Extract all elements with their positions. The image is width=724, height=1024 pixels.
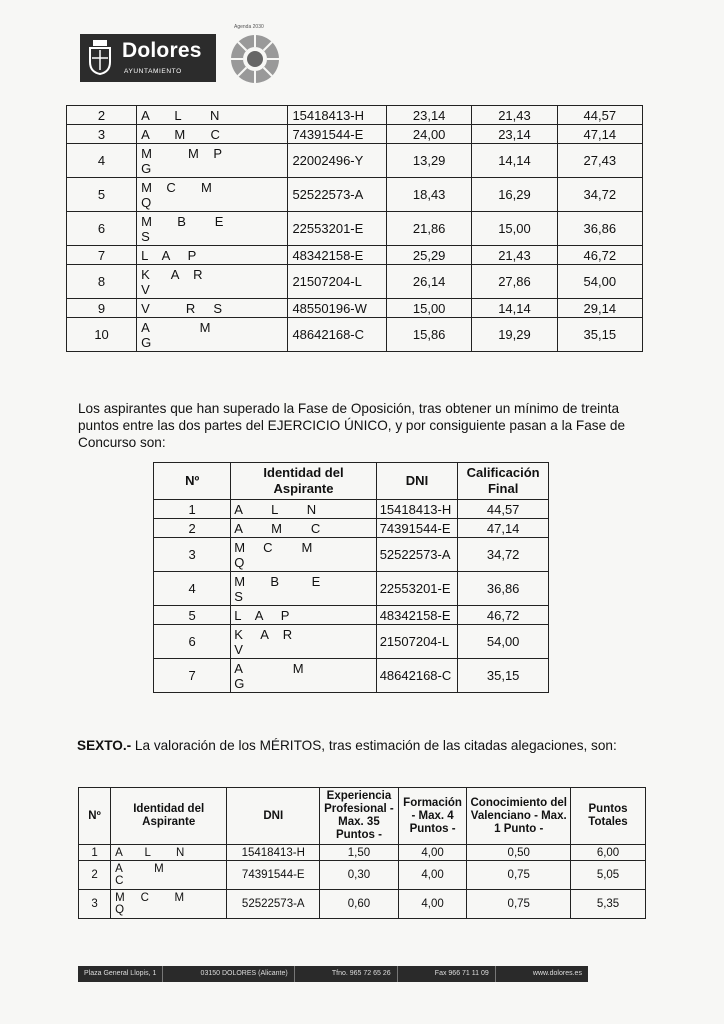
score-part-1: 21,86 bbox=[386, 212, 471, 246]
col-header-training: Formación - Max. 4 Puntos - bbox=[398, 788, 467, 845]
candidate-name bbox=[111, 890, 227, 919]
candidate-name-line2: Q bbox=[234, 554, 245, 570]
candidate-name bbox=[231, 538, 376, 572]
row-number: 10 bbox=[67, 318, 137, 352]
intro-paragraph: Los aspirantes que han superado la Fase de Oposición, tras obtener un mínimo de treinta puntos entre las dos partes del EJERCICIO ÚNICO, y por consiguiente pasan a la Fase de Concurso son: bbox=[78, 401, 626, 450]
training-score: 4,00 bbox=[398, 861, 467, 890]
candidate-name-line1: A L N bbox=[141, 107, 220, 123]
candidate-name bbox=[231, 572, 376, 606]
experience-score: 0,30 bbox=[320, 861, 398, 890]
candidate-name-line2: C bbox=[115, 875, 124, 887]
row-number: 5 bbox=[67, 178, 137, 212]
score-part-2: 16,29 bbox=[472, 178, 557, 212]
score-total: 46,72 bbox=[557, 246, 642, 265]
score-part-2: 14,14 bbox=[472, 299, 557, 318]
score-part-2: 21,43 bbox=[472, 246, 557, 265]
row-number: 3 bbox=[67, 125, 137, 144]
passed-candidates-table bbox=[153, 462, 549, 693]
candidate-name-line1: K A R bbox=[234, 626, 293, 642]
row-number: 7 bbox=[154, 659, 231, 693]
crest-icon bbox=[86, 38, 114, 76]
candidate-name-line1: A M C bbox=[141, 126, 220, 142]
row-number: 5 bbox=[154, 606, 231, 625]
final-score: 44,57 bbox=[458, 500, 549, 519]
score-part-1: 15,86 bbox=[386, 318, 471, 352]
candidate-name bbox=[137, 318, 288, 352]
candidate-name-line1: M C M bbox=[234, 539, 313, 555]
valenciano-score: 0,75 bbox=[467, 890, 571, 919]
score-total: 54,00 bbox=[557, 265, 642, 299]
col-header-experience: Experiencia Profesional - Max. 35 Puntos - bbox=[320, 788, 398, 845]
logo-subtitle: AYUNTAMIENTO bbox=[124, 68, 182, 75]
row-number: 9 bbox=[67, 299, 137, 318]
table-row bbox=[154, 538, 549, 572]
candidate-name-line1: A M bbox=[141, 319, 211, 335]
row-number: 2 bbox=[67, 106, 137, 125]
table-row bbox=[154, 519, 549, 538]
col-header-valenciano: Conocimiento del Valenciano - Max. 1 Punto - bbox=[467, 788, 571, 845]
dni-value: 15418413-H bbox=[288, 106, 387, 125]
dni-value: 74391544-E bbox=[376, 519, 458, 538]
footer-web: www.dolores.es bbox=[532, 970, 582, 977]
row-number: 3 bbox=[154, 538, 231, 572]
candidate-name-line1: A M C bbox=[234, 520, 321, 536]
col-header-identity: Identidad del Aspirante bbox=[111, 788, 227, 845]
table-row bbox=[154, 659, 549, 693]
row-number: 3 bbox=[79, 890, 111, 919]
dni-value: 22002496-Y bbox=[288, 144, 387, 178]
col-header-dni: DNI bbox=[376, 463, 458, 500]
score-total: 36,86 bbox=[557, 212, 642, 246]
score-total: 47,14 bbox=[557, 125, 642, 144]
col-header-number: Nº bbox=[79, 788, 111, 845]
col-header-number: Nº bbox=[154, 463, 231, 500]
dni-value: 74391544-E bbox=[227, 861, 320, 890]
score-total: 27,43 bbox=[557, 144, 642, 178]
score-total: 34,72 bbox=[557, 178, 642, 212]
table-row bbox=[67, 299, 643, 318]
table-row bbox=[154, 625, 549, 659]
candidate-name-line1: M B E bbox=[234, 573, 321, 589]
table-row bbox=[67, 144, 643, 178]
dni-value: 48342158-E bbox=[288, 246, 387, 265]
total-score: 6,00 bbox=[571, 845, 646, 861]
table-row bbox=[67, 106, 643, 125]
dni-value: 22553201-E bbox=[288, 212, 387, 246]
results-table bbox=[66, 105, 643, 352]
experience-score: 0,60 bbox=[320, 890, 398, 919]
candidate-name bbox=[137, 246, 288, 265]
candidate-name-line2: V bbox=[234, 641, 243, 657]
candidate-name-line1: M C M bbox=[141, 179, 212, 195]
dni-value: 74391544-E bbox=[288, 125, 387, 144]
candidate-name-line2: S bbox=[234, 588, 243, 604]
candidate-name-line1: M M P bbox=[141, 145, 222, 161]
candidate-name-line1: A L N bbox=[234, 501, 317, 517]
valenciano-score: 0,75 bbox=[467, 861, 571, 890]
dni-value: 52522573-A bbox=[288, 178, 387, 212]
candidate-name-line1: L A P bbox=[234, 607, 290, 623]
final-score: 46,72 bbox=[458, 606, 549, 625]
table-row bbox=[67, 178, 643, 212]
dni-value: 15418413-H bbox=[227, 845, 320, 861]
score-part-2: 19,29 bbox=[472, 318, 557, 352]
row-number: 2 bbox=[79, 861, 111, 890]
merits-table bbox=[78, 787, 646, 919]
footer-bar bbox=[78, 966, 588, 982]
score-total: 44,57 bbox=[557, 106, 642, 125]
row-number: 4 bbox=[67, 144, 137, 178]
table-row bbox=[67, 318, 643, 352]
candidate-name bbox=[137, 265, 288, 299]
dni-value: 48550196-W bbox=[288, 299, 387, 318]
table-row bbox=[79, 845, 646, 861]
candidate-name-line1: A M bbox=[234, 660, 304, 676]
table-row bbox=[154, 606, 549, 625]
candidate-name bbox=[137, 212, 288, 246]
col-header-final-score: Calificación Final bbox=[458, 463, 549, 500]
row-number: 1 bbox=[154, 500, 231, 519]
dni-value: 48642168-C bbox=[288, 318, 387, 352]
score-part-1: 18,43 bbox=[386, 178, 471, 212]
dni-value: 52522573-A bbox=[376, 538, 458, 572]
agenda-2030-icon bbox=[226, 28, 284, 86]
candidate-name-line1: V R S bbox=[141, 300, 223, 316]
score-part-1: 24,00 bbox=[386, 125, 471, 144]
row-number: 6 bbox=[67, 212, 137, 246]
row-number: 6 bbox=[154, 625, 231, 659]
col-header-identity: Identidad del Aspirante bbox=[231, 463, 376, 500]
row-number: 4 bbox=[154, 572, 231, 606]
col-header-dni: DNI bbox=[227, 788, 320, 845]
candidate-name-line1: K A R bbox=[141, 266, 203, 282]
score-part-2: 21,43 bbox=[472, 106, 557, 125]
table-row bbox=[67, 212, 643, 246]
ayuntamiento-logo bbox=[80, 34, 216, 82]
score-total: 35,15 bbox=[557, 318, 642, 352]
candidate-name bbox=[231, 606, 376, 625]
footer-phone: Tfno. 965 72 65 26 bbox=[326, 966, 398, 982]
candidate-name bbox=[111, 845, 227, 861]
dni-value: 22553201-E bbox=[376, 572, 458, 606]
candidate-name bbox=[231, 519, 376, 538]
score-part-1: 26,14 bbox=[386, 265, 471, 299]
candidate-name-line2: G bbox=[141, 160, 152, 176]
final-score: 34,72 bbox=[458, 538, 549, 572]
dni-value: 21507204-L bbox=[288, 265, 387, 299]
total-score: 5,05 bbox=[571, 861, 646, 890]
candidate-name-line1: M C M bbox=[115, 892, 185, 904]
row-number: 1 bbox=[79, 845, 111, 861]
score-part-1: 15,00 bbox=[386, 299, 471, 318]
logo-name: Dolores bbox=[122, 39, 202, 62]
table-row bbox=[67, 246, 643, 265]
candidate-name bbox=[137, 125, 288, 144]
table-row bbox=[154, 500, 549, 519]
total-score: 5,35 bbox=[571, 890, 646, 919]
candidate-name bbox=[231, 500, 376, 519]
footer-postal: 03150 DOLORES (Alicante) bbox=[195, 966, 295, 982]
candidate-name bbox=[137, 106, 288, 125]
valenciano-score: 0,50 bbox=[467, 845, 571, 861]
candidate-name-line1: L A P bbox=[141, 247, 197, 263]
row-number: 7 bbox=[67, 246, 137, 265]
table-row bbox=[79, 861, 646, 890]
col-header-total: Puntos Totales bbox=[571, 788, 646, 845]
candidate-name bbox=[137, 178, 288, 212]
training-score: 4,00 bbox=[398, 890, 467, 919]
dni-value: 21507204-L bbox=[376, 625, 458, 659]
candidate-name bbox=[111, 861, 227, 890]
final-score: 35,15 bbox=[458, 659, 549, 693]
score-part-1: 25,29 bbox=[386, 246, 471, 265]
table-row bbox=[67, 265, 643, 299]
score-part-1: 23,14 bbox=[386, 106, 471, 125]
table-row bbox=[79, 890, 646, 919]
candidate-name-line2: V bbox=[141, 281, 150, 297]
score-part-2: 27,86 bbox=[472, 265, 557, 299]
score-total: 29,14 bbox=[557, 299, 642, 318]
score-part-2: 23,14 bbox=[472, 125, 557, 144]
final-score: 36,86 bbox=[458, 572, 549, 606]
candidate-name-line2: S bbox=[141, 228, 150, 244]
experience-score: 1,50 bbox=[320, 845, 398, 861]
dni-value: 15418413-H bbox=[376, 500, 458, 519]
dni-value: 48342158-E bbox=[376, 606, 458, 625]
row-number: 2 bbox=[154, 519, 231, 538]
sexto-text: La valoración de los MÉRITOS, tras estimación de las citadas alegaciones, son: bbox=[131, 738, 617, 753]
table-row bbox=[67, 125, 643, 144]
candidate-name bbox=[231, 625, 376, 659]
dni-value: 52522573-A bbox=[227, 890, 320, 919]
candidate-name-line2: Q bbox=[141, 194, 152, 210]
final-score: 54,00 bbox=[458, 625, 549, 659]
score-part-1: 13,29 bbox=[386, 144, 471, 178]
sexto-heading: SEXTO.- bbox=[77, 738, 132, 753]
candidate-name-line1: A L N bbox=[115, 846, 185, 859]
footer-fax: Fax 966 71 11 09 bbox=[429, 966, 496, 982]
row-number: 8 bbox=[67, 265, 137, 299]
agenda-label: Agenda 2030 bbox=[234, 24, 264, 30]
candidate-name bbox=[137, 299, 288, 318]
dni-value: 48642168-C bbox=[376, 659, 458, 693]
candidate-name-line1: M B E bbox=[141, 213, 224, 229]
footer-address: Plaza General Llopis, 1 bbox=[78, 966, 163, 982]
candidate-name-line1: A M bbox=[115, 863, 164, 875]
sexto-paragraph bbox=[77, 737, 647, 754]
candidate-name-line2: G bbox=[141, 334, 152, 350]
final-score: 47,14 bbox=[458, 519, 549, 538]
candidate-name-line2: G bbox=[234, 675, 245, 691]
candidate-name bbox=[137, 144, 288, 178]
candidate-name-line2: Q bbox=[115, 904, 125, 916]
candidate-name bbox=[231, 659, 376, 693]
score-part-2: 14,14 bbox=[472, 144, 557, 178]
training-score: 4,00 bbox=[398, 845, 467, 861]
table-row bbox=[154, 572, 549, 606]
score-part-2: 15,00 bbox=[472, 212, 557, 246]
